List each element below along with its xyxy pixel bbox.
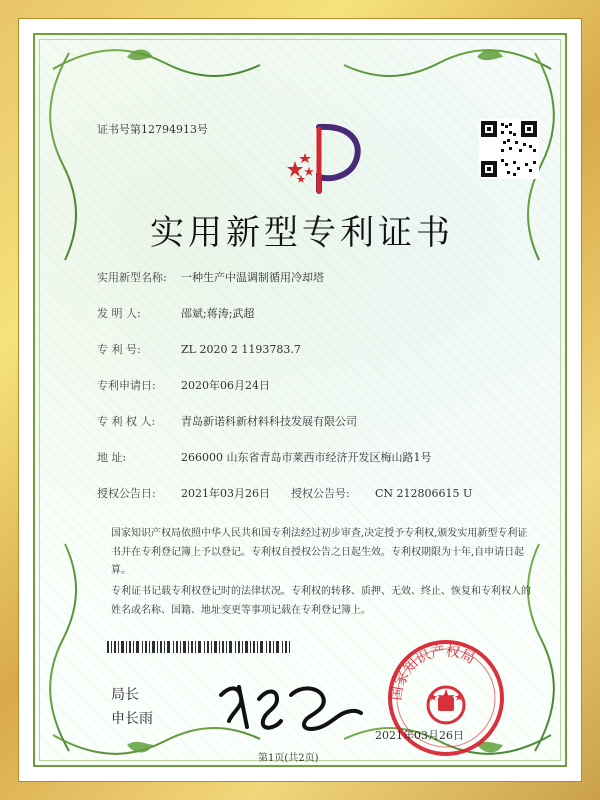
director-name: 申长雨 (111, 711, 153, 727)
model-name-label: 实用新型名称: (97, 271, 167, 284)
grant-date-value: 2021年03月26日 (181, 487, 270, 500)
patent-number-label: 专 利 号: (97, 343, 141, 356)
inventor-label: 发 明 人: (97, 307, 141, 320)
seal-date: 2021年03月26日 (375, 729, 464, 742)
certificate-paragraph-1: 国家知识产权局依照中华人民共和国专利法经过初步审查,决定授予专利权,颁发实用新型专利证书并在专利登记簿上予以登记。专利权自授权公告之日起生效。专利权期限为十年,自申请日起算。 (111, 528, 528, 576)
signature-icon (211, 677, 371, 735)
cnipa-logo-icon (283, 119, 367, 195)
filing-date-label: 专利申请日: (97, 379, 156, 392)
model-name-value: 一种生产中温调制循用冷却塔 (181, 271, 324, 284)
page-indicator: 第1页(共2页) (258, 753, 319, 764)
certificate-number: 证书号第12794913号 (97, 123, 208, 136)
certificate-inner (18, 18, 582, 782)
barcode-icon (107, 641, 293, 653)
address-value: 266000 山东省青岛市莱西市经济开发区梅山路1号 (181, 451, 432, 464)
qr-code-icon (479, 119, 539, 179)
grant-date-label: 授权公告日: (97, 487, 156, 500)
grant-number-value: CN 212806615 U (375, 487, 473, 500)
certificate-title: 实用新型专利证书 (150, 213, 454, 253)
patent-number-value: ZL 2020 2 1193783.7 (181, 343, 301, 356)
director-title: 局长 (111, 687, 139, 703)
address-label: 地 址: (97, 451, 127, 464)
filing-date-value: 2020年06月24日 (181, 379, 270, 392)
svg-text:国家知识产权局: 国家知识产权局 (388, 643, 478, 702)
certificate-paragraph-2: 专利证书记载专利权登记时的法律状况。专利权的转移、质押、无效、终止、恢复和专利权人的姓名或名称、国籍、地址变更等事项记载在专利登记簿上。 (111, 586, 531, 616)
patentee-label: 专 利 权 人: (97, 415, 156, 428)
certificate (33, 33, 567, 767)
grant-number-label: 授权公告号: (291, 487, 350, 500)
inventor-value: 邵斌;蒋涛;武超 (181, 307, 255, 320)
patentee-value: 青岛新诺科新材料科技发展有限公司 (181, 415, 357, 428)
